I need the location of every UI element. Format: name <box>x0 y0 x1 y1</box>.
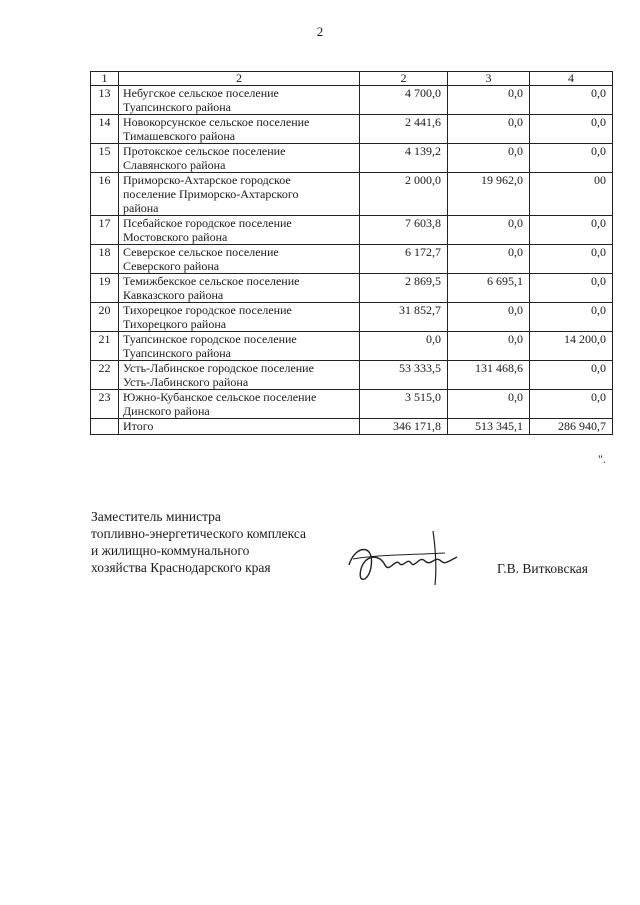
settlement-name-line: Кавказского района <box>123 288 224 302</box>
amount-c2: 4 139,2 <box>360 144 448 173</box>
position-line: хозяйства Краснодарского края <box>91 560 271 575</box>
amount-c2: 3 515,0 <box>360 390 448 419</box>
table-row <box>91 216 613 245</box>
position-line: топливно-энергетического комплекса <box>91 526 307 541</box>
header-cell: 3 <box>448 72 530 86</box>
header-cell: 2 <box>360 72 448 86</box>
row-number: 13 <box>91 86 119 115</box>
table-row <box>91 274 613 303</box>
settlement-name-line: Тихорецкого района <box>123 317 227 331</box>
settlement-name-line: Мостовского района <box>123 230 228 244</box>
settlement-name-cell <box>119 245 360 274</box>
settlement-name-cell <box>119 216 360 245</box>
settlement-name-line: Туапсинское городское поселение <box>123 332 297 346</box>
amount-c4: 0,0 <box>530 144 613 173</box>
settlement-name-line: Небугское сельское поселение <box>123 86 279 100</box>
amount-c2: 31 852,7 <box>360 303 448 332</box>
row-number: 19 <box>91 274 119 303</box>
table-row <box>91 361 613 390</box>
total-col3: 513 345,1 <box>448 419 530 435</box>
row-number: 20 <box>91 303 119 332</box>
total-col2: 346 171,8 <box>360 419 448 435</box>
row-number: 15 <box>91 144 119 173</box>
row-number: 14 <box>91 115 119 144</box>
table-row <box>91 173 613 216</box>
page-number: 2 <box>316 24 324 39</box>
row-number: 17 <box>91 216 119 245</box>
amount-c2: 6 172,7 <box>360 245 448 274</box>
row-number: 21 <box>91 332 119 361</box>
amount-c3: 19 962,0 <box>448 173 530 216</box>
amount-c3: 0,0 <box>448 115 530 144</box>
settlement-name-cell <box>119 86 360 115</box>
amount-c2: 7 603,8 <box>360 216 448 245</box>
row-number: 23 <box>91 390 119 419</box>
position-line: Заместитель министра <box>91 509 221 524</box>
table-row <box>91 332 613 361</box>
settlement-name-line: Славянского района <box>123 158 226 172</box>
table-row <box>91 144 613 173</box>
amount-c3: 0,0 <box>448 144 530 173</box>
settlement-name-cell <box>119 274 360 303</box>
amount-c3: 0,0 <box>448 86 530 115</box>
amount-c4: 0,0 <box>530 303 613 332</box>
settlement-name-line: Северское сельское поселение <box>123 245 279 259</box>
settlement-name-line: Протокское сельское поселение <box>123 144 286 158</box>
amount-c2: 4 700,0 <box>360 86 448 115</box>
amount-c4: 0,0 <box>530 361 613 390</box>
table-row <box>91 115 613 144</box>
total-label: Итого <box>119 419 360 435</box>
settlement-name-line: Туапсинского района <box>123 100 231 114</box>
settlement-name-cell <box>119 361 360 390</box>
settlement-name-cell <box>119 390 360 419</box>
amount-c4: 0,0 <box>530 86 613 115</box>
amount-c3: 131 468,6 <box>448 361 530 390</box>
header-cell: 2 <box>119 72 360 86</box>
settlement-name-line: района <box>123 201 159 215</box>
amount-c2: 2 869,5 <box>360 274 448 303</box>
settlement-name-line: Северского района <box>123 259 220 273</box>
signer-name: Г.В. Витковская <box>497 561 589 576</box>
settlement-name-cell <box>119 144 360 173</box>
header-cell: 1 <box>91 72 119 86</box>
amount-c4: 14 200,0 <box>530 332 613 361</box>
table-row <box>91 390 613 419</box>
settlement-name-line: Южно-Кубанское сельское поселение <box>123 390 317 404</box>
settlement-name-cell <box>119 115 360 144</box>
amount-c3: 0,0 <box>448 303 530 332</box>
settlement-name-line: Усть-Лабинское городское поселение <box>123 361 314 375</box>
allocation-table <box>90 71 613 435</box>
total-index-cell <box>91 419 119 435</box>
amount-c4: 0,0 <box>530 390 613 419</box>
amount-c4: 0,0 <box>530 115 613 144</box>
settlement-name-line: Приморско-Ахтарское городское <box>123 173 291 187</box>
settlement-name-line: Псебайское городское поселение <box>123 216 292 230</box>
settlement-name-cell <box>119 332 360 361</box>
settlement-name-line: Динского района <box>123 404 210 418</box>
handwritten-signature <box>345 525 465 597</box>
closing-quote-mark: ". <box>598 452 606 466</box>
table-body <box>91 86 613 419</box>
table-row <box>91 245 613 274</box>
settlement-name-cell <box>119 173 360 216</box>
row-number: 18 <box>91 245 119 274</box>
table-row <box>91 86 613 115</box>
amount-c2: 2 000,0 <box>360 173 448 216</box>
table-row <box>91 303 613 332</box>
amount-c2: 53 333,5 <box>360 361 448 390</box>
settlement-name-line: Тихорецкое городское поселение <box>123 303 292 317</box>
settlement-name-line: Тимашевского района <box>123 129 236 143</box>
amount-c4: 0,0 <box>530 274 613 303</box>
total-col4: 286 940,7 <box>530 419 613 435</box>
amount-c3: 0,0 <box>448 216 530 245</box>
header-cell: 4 <box>530 72 613 86</box>
row-number: 16 <box>91 173 119 216</box>
amount-c3: 6 695,1 <box>448 274 530 303</box>
amount-c4: 0,0 <box>530 216 613 245</box>
amount-c3: 0,0 <box>448 245 530 274</box>
amount-c4: 0,0 <box>530 245 613 274</box>
position-line: и жилищно-коммунального <box>91 543 250 558</box>
signature-block <box>91 508 306 576</box>
table-header-row <box>91 72 613 86</box>
settlement-name-line: Темижбекское сельское поселение <box>123 274 300 288</box>
settlement-name-line: поселение Приморско-Ахтарского <box>123 187 299 201</box>
settlement-name-cell <box>119 303 360 332</box>
amount-c3: 0,0 <box>448 332 530 361</box>
amount-c3: 0,0 <box>448 390 530 419</box>
settlement-name-line: Усть-Лабинского района <box>123 375 249 389</box>
amount-c2: 2 441,6 <box>360 115 448 144</box>
amount-c2: 0,0 <box>360 332 448 361</box>
row-number: 22 <box>91 361 119 390</box>
settlement-name-line: Туапсинского района <box>123 346 231 360</box>
total-row <box>91 419 613 435</box>
settlement-name-line: Новокорсунское сельское поселение <box>123 115 310 129</box>
amount-c4: 00 <box>530 173 613 216</box>
